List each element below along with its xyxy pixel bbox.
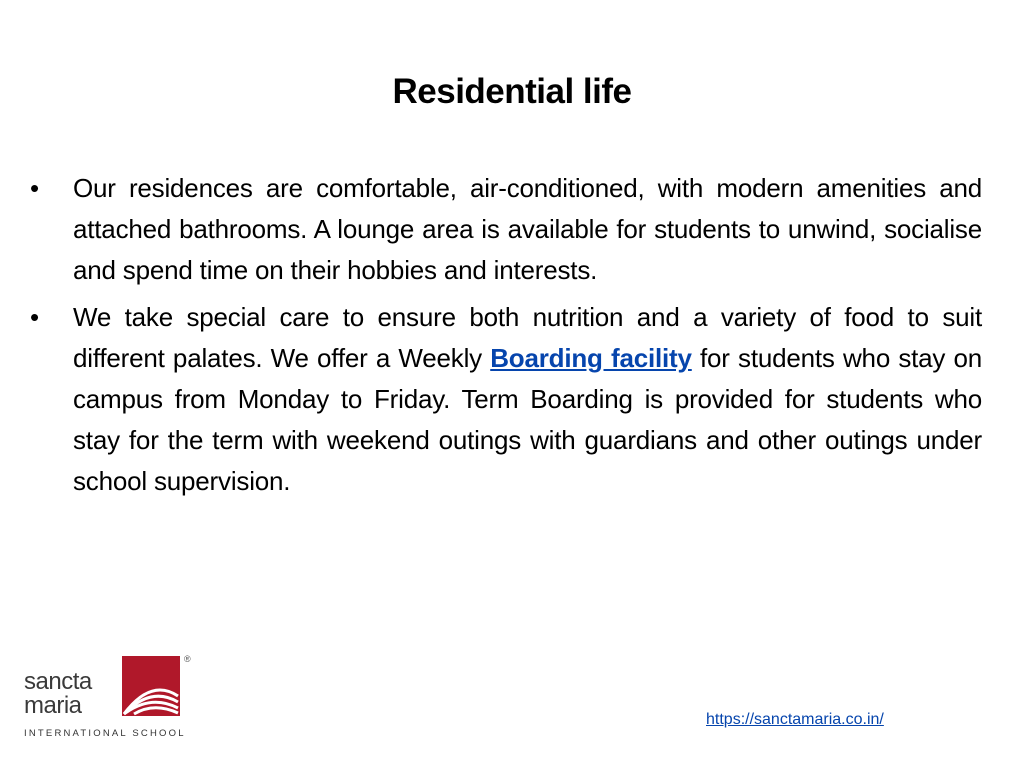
bullet-icon: • (30, 302, 39, 332)
bullet-list (30, 168, 982, 508)
logo-text-line2: maria (24, 692, 82, 719)
logo-text-line1: sancta (24, 668, 92, 695)
bullet-text-before-link: We take special care to ensure both nutrition and a variety of food to suit different palates. We offer a Weekly (73, 302, 982, 373)
logo-subtitle: INTERNATIONAL SCHOOL (24, 728, 186, 739)
logo-emblem-icon (122, 656, 180, 716)
bullet-icon: • (30, 173, 39, 203)
bullet-item-nutrition (30, 297, 982, 502)
bullet-item-residences (30, 168, 982, 291)
school-logo (24, 654, 199, 744)
bullet-text: Our residences are comfortable, air-conditioned, with modern amenities and attached bathrooms. A lounge area is available for students to unwind, socialise and spend time on their hobbies and interests. (73, 173, 982, 285)
slide-title: Residential life (392, 72, 632, 111)
bullet-text (73, 297, 982, 502)
boarding-facility-link[interactable]: Boarding facility (490, 343, 692, 373)
registered-mark: ® (184, 654, 191, 664)
bullet-text-after-link: for students who stay on campus from Monday to Friday. Term Boarding is provided for students who stay for the term with weekend outings with guardians and other outings under school supervision. (73, 343, 982, 496)
website-link[interactable]: https://sanctamaria.co.in/ (706, 711, 884, 728)
